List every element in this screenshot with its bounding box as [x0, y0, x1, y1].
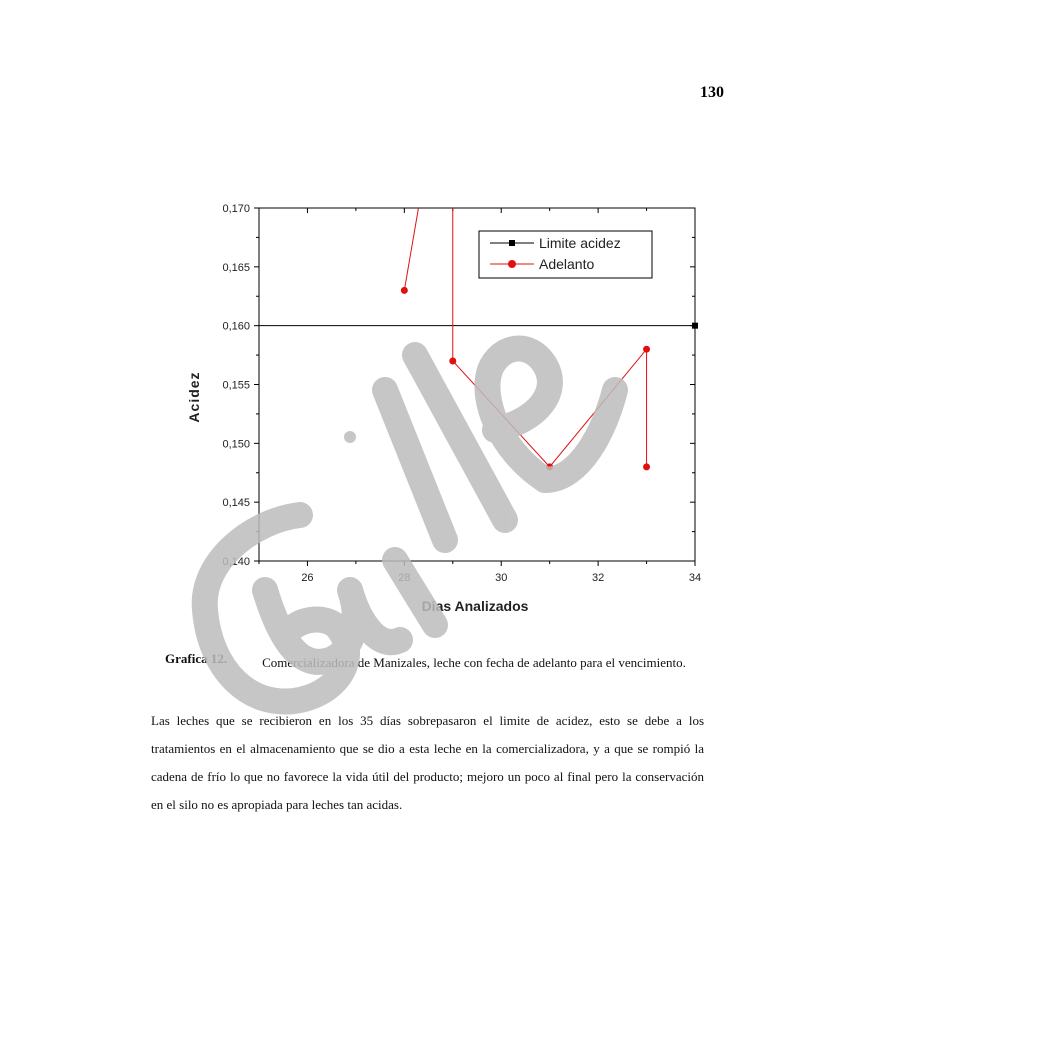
x-axis-label: Dias Analizados — [421, 598, 529, 614]
y-axis-label: Acidez — [186, 371, 202, 423]
data-point — [643, 346, 650, 353]
legend-label-adelanto: Adelanto — [539, 256, 595, 272]
data-point — [643, 463, 650, 470]
page-number: 130 — [700, 84, 724, 101]
data-point — [449, 357, 456, 364]
figure-caption-label: Grafica 12. — [165, 651, 228, 666]
data-point — [401, 287, 408, 294]
legend-marker-circle — [508, 260, 516, 268]
y-tick-label: 0,140 — [222, 556, 250, 568]
y-tick-label: 0,165 — [222, 261, 250, 274]
y-tick-label: 0,150 — [222, 438, 250, 451]
legend — [479, 231, 652, 278]
x-tick-label: 32 — [591, 572, 605, 584]
series-line-1 — [404, 149, 646, 467]
y-tick-label: 0,155 — [222, 379, 250, 392]
x-tick-label: 34 — [688, 572, 702, 584]
y-tick-label: 0,160 — [222, 320, 250, 333]
body-paragraph: Las leches que se recibieron en los 35 días sobrepasaron el limite de acidez, esto se debe a los tratamientos en el almacenamiento que se dio a esta leche en la comercializadora, y a que se rompió la cadena de frío lo que no favorece la vida útil del producto; mejoro un poco al final pero la conservación en el silo no es apropiada para leches tan acidas. — [151, 713, 704, 812]
figure-caption-text: Comercializadora de Manizales, leche con fecha de adelanto para el vencimiento. — [262, 655, 686, 670]
x-tick-label: 26 — [301, 572, 314, 584]
legend-label-limite: Limite acidez — [539, 235, 621, 251]
x-tick-label: 28 — [398, 572, 411, 584]
data-point — [546, 463, 553, 470]
x-tick-label: 30 — [495, 572, 508, 584]
y-tick-label: 0,170 — [222, 203, 250, 215]
legend-marker-square — [509, 240, 515, 246]
y-tick-label: 0,145 — [222, 497, 250, 510]
data-point-square — [692, 323, 698, 329]
